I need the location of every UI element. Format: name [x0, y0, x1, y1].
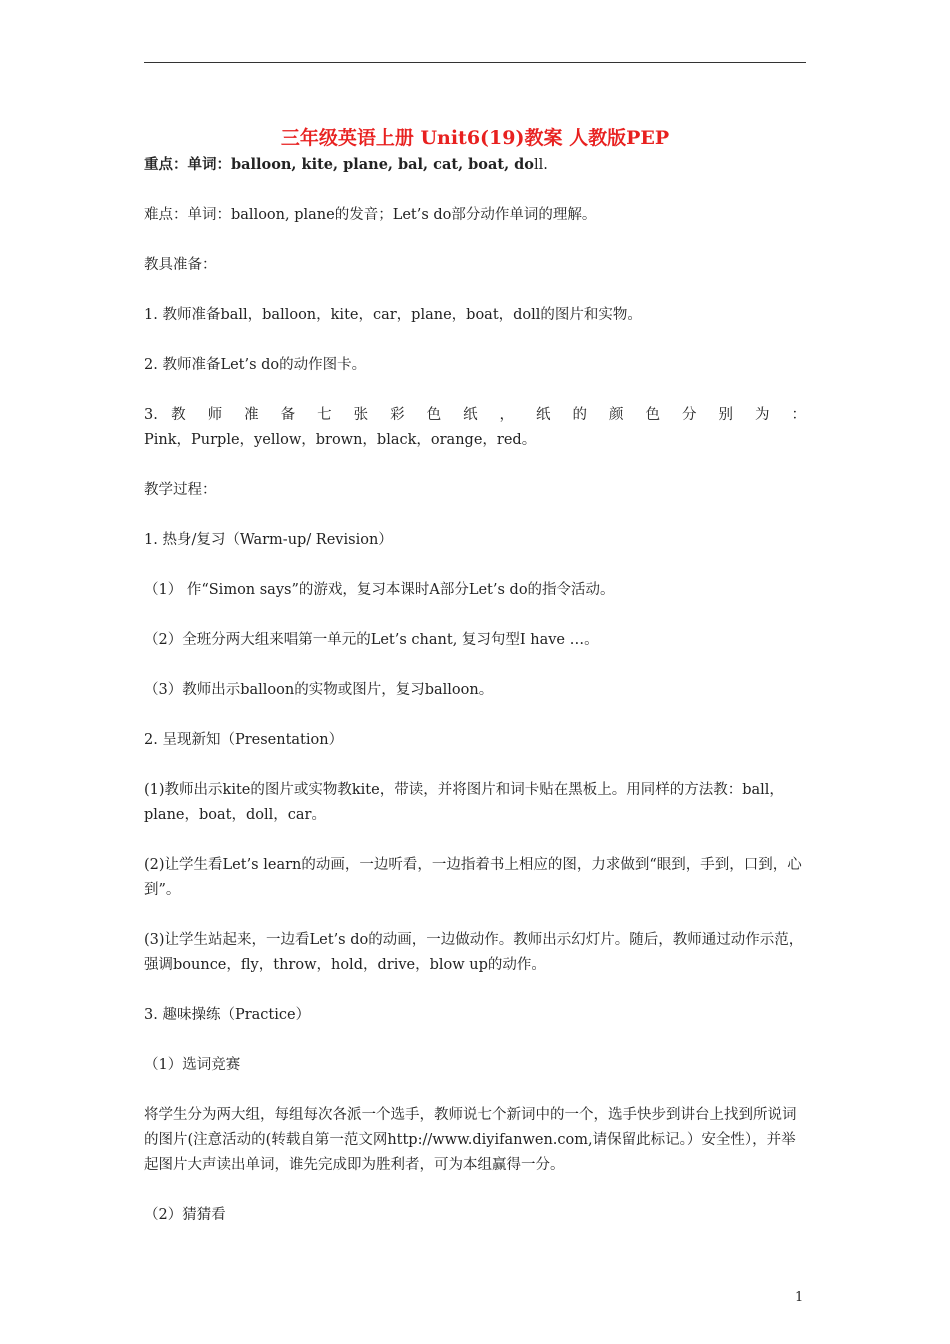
difficulty-points: 难点：单词：balloon, plane的发音；Let’s do部分动作单词的理解。 — [144, 207, 597, 223]
practice-sub-1-text: 将学生分为两大组，每组每次各派一个选手，教师说七个新词中的一个，选手快步到讲台上找到所说词的图片(注意活动的(转载自第一范文网http://www.diyifanwen.com,请保留此标记。）安全性），并举起图片大声读出单词，谁先完成即为胜利者，可为本组赢得一分。 — [144, 1107, 797, 1173]
warmup-item-2: （2）全班分两大组来唱第一单元的Let’s chant, 复习句型I have …。 — [144, 632, 599, 648]
practice-sub-2: （2）猜猜看 — [144, 1207, 226, 1223]
prep-item-3 — [144, 403, 806, 453]
prep-item-1: 1. 教师准备ball，balloon，kite，car，plane，boat，doll的图片和实物。 — [144, 307, 642, 323]
prep-item-3-line2: Pink，Purple，yellow，brown，black，orange，red。 — [144, 432, 537, 448]
warmup-item-3: （3）教师出示balloon的实物或图片，复习balloon。 — [144, 682, 494, 698]
prep-item-2: 2. 教师准备Let’s do的动作图卡。 — [144, 357, 367, 373]
warmup-item-1: （1） 作“Simon says”的游戏，复习本课时A部分Let’s do的指令活动。 — [144, 582, 615, 598]
key-points — [144, 152, 806, 178]
presentation-item-3: (3)让学生站起来，一边看Let’s do的动画，一边做动作。教师出示幻灯片。随后，教师通过动作示范，强调bounce，fly，throw，hold，drive，blow up的动作。 — [144, 932, 804, 973]
page-number: 1 — [795, 1290, 804, 1305]
header-rule — [144, 62, 806, 63]
section-practice-heading: 3. 趣味操练（Practice） — [144, 1007, 311, 1023]
section-warmup-heading: 1. 热身/复习（Warm-up/ Revision） — [144, 532, 393, 548]
document-title: 三年级英语上册 Unit6(19)教案 人教版PEP — [280, 127, 670, 149]
document-body — [144, 124, 806, 1253]
section-presentation-heading: 2. 呈现新知（Presentation） — [144, 732, 344, 748]
prep-heading: 教具准备： — [144, 257, 217, 273]
key-points-tail: ll. — [533, 157, 548, 173]
presentation-item-2: (2)让学生看Let’s learn的动画，一边听看，一边指着书上相应的图，力求做到“眼到，手到，口到，心到”。 — [144, 857, 802, 898]
presentation-item-1: (1)教师出示kite的图片或实物教kite，带读，并将图片和词卡贴在黑板上。用同样的方法教：ball，plane，boat，doll，car。 — [144, 782, 784, 823]
key-points-label: 重点：单词：balloon, kite, plane, bal, cat, boat, do — [144, 156, 534, 173]
process-heading: 教学过程： — [144, 482, 217, 498]
prep-item-3-line1: 3. 教 师 准 备 七 张 彩 色 纸 ， 纸 的 颜 色 分 别 为 ： — [144, 407, 806, 423]
practice-sub-1: （1）选词竞赛 — [144, 1057, 241, 1073]
